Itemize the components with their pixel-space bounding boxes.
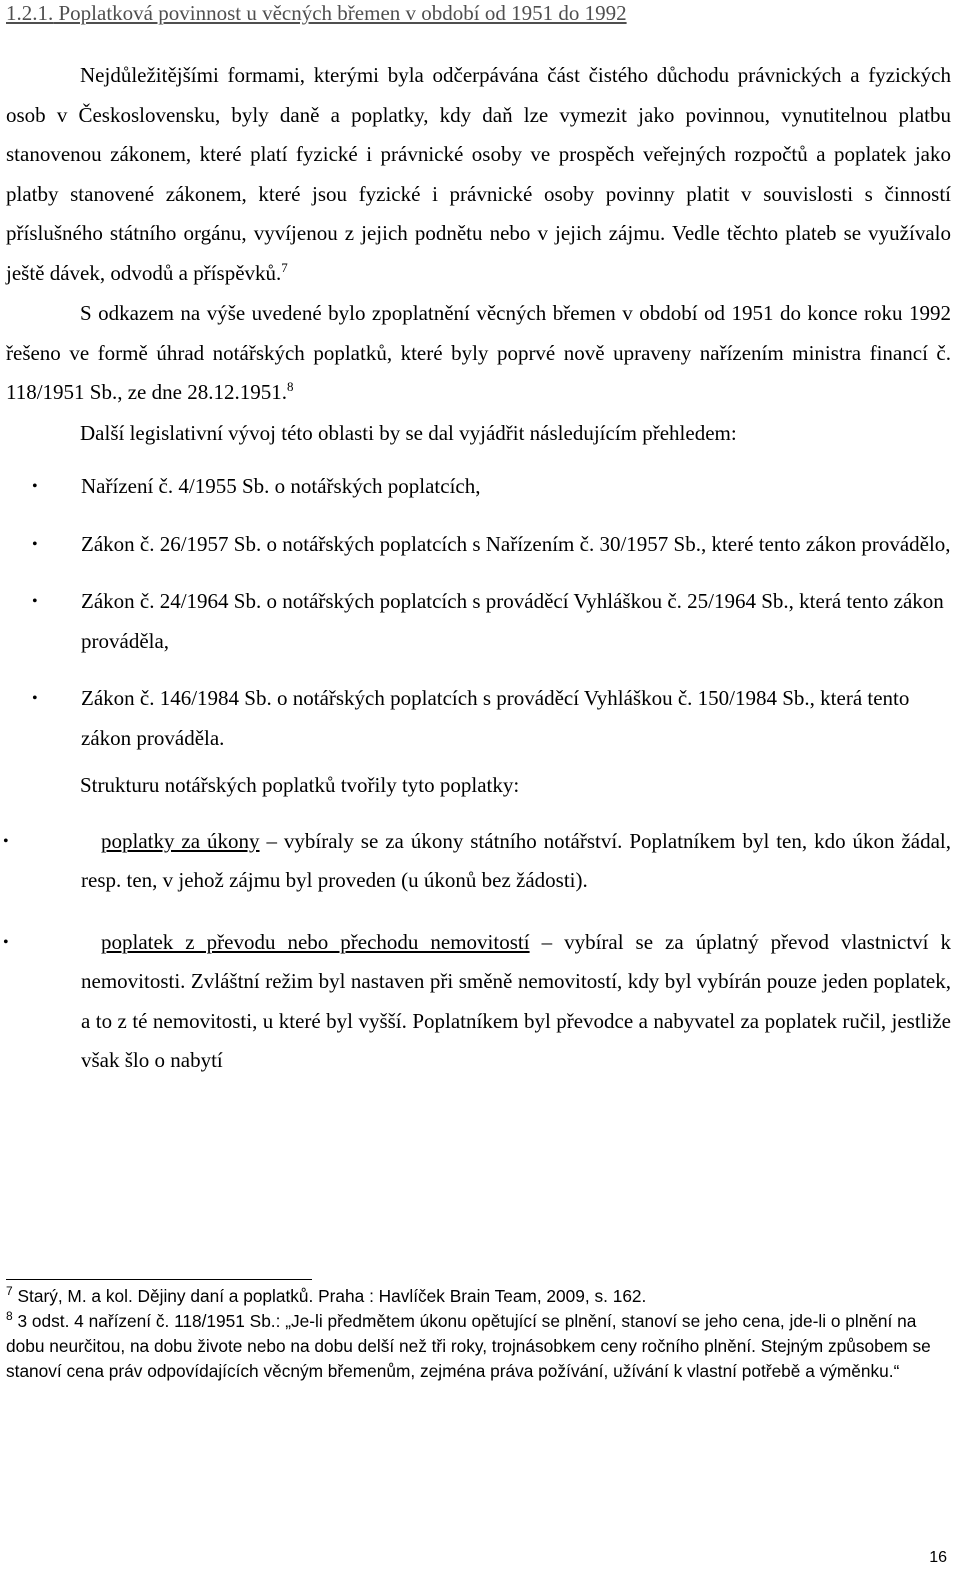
section-number: 1.2.1.: [6, 1, 54, 25]
footnote-number: 7: [6, 1284, 13, 1299]
footnote-text: 3 odst. 4 nařízení č. 118/1951 Sb.: „Je-li předmětem úkonu opětující se plnění, stanoví se jeho cena, jde-li o plnění na dobu neurčitou, na dobu živote nebo na dobu delší než tři roky, trojnásobkem ceny ročního plnění. Stejným způsobem se stanoví cena práv odpovídajících věcným břemenům, zejména práva požívání, užívání k vlastní potřebě a výměnku.“: [6, 1311, 931, 1381]
fee-term: poplatek z převodu nebo přechodu nemovitostí: [101, 929, 530, 954]
section-heading: [6, 0, 946, 26]
paragraph-text: Strukturu notářských poplatků tvořily tyto poplatky:: [80, 773, 520, 797]
footnote-7: [6, 1284, 951, 1309]
footnote-separator: [6, 1279, 312, 1280]
paragraph-taxes-fees: [6, 56, 951, 293]
footnote-8: [6, 1309, 951, 1384]
fee-description: – vybíraly se za úkony státního notářství. Poplatníkem byl ten, kdo úkon žádal, resp. ten, v jehož zájmu byl proveden (u úkonů bez žádosti).: [81, 828, 951, 892]
bullet-icon: •: [32, 690, 38, 707]
paragraph-text: Nejdůležitějšími formami, kterými byla odčerpávána část čistého důchodu právnických a fyzických osob v Československu, byly daně a poplatky, kdy daň lze vymezit jako povinnou, vynutitelnou platbu stanovenou zákonem, které platí fyzické i právnické osoby ve prospěch veřejných rozpočtů a poplatek jako platby stanovené zákonem, které jsou fyzické i právnické osoby povinny platit v souvislosti s činností příslušného státního orgánu, vyvíjenou z jejich podnětu nebo v jejich zájmu. Vedle těchto plateb se využívalo ještě dávek, odvodů a příspěvků.: [6, 63, 951, 285]
paragraph-structure-intro: [6, 766, 951, 806]
paragraph-notary-fees: [6, 294, 951, 413]
paragraph-legislation-intro: [6, 414, 951, 454]
footnote-ref-7: 7: [281, 259, 288, 275]
footnotes: [6, 1284, 951, 1384]
list-item: [6, 582, 951, 661]
fee-structure-list: [3, 822, 951, 1081]
paragraph-text: Další legislativní vývoj této oblasti by se dal vyjádřit následujícím přehledem:: [80, 420, 737, 445]
list-item: [6, 525, 951, 565]
list-item: [6, 467, 951, 507]
legislation-list: [6, 467, 951, 758]
fee-description: – vybíral se za úplatný převod vlastnictví k nemovitosti. Zvláštní režim byl nastaven při směně nemovitostí, kdy byl vybírán pouze jeden poplatek, a to z té nemovitosti, u které byl vyšší. Poplatníkem byl převodce a nabyvatel za poplatek ručil, jestliže však šlo o nabytí: [81, 929, 951, 1072]
footnote-number: 8: [6, 1309, 13, 1324]
bullet-icon: •: [32, 593, 38, 610]
paragraph-text: S odkazem na výše uvedené bylo zpoplatnění věcných břemen v období od 1951 do konce roku 1992 řešeno ve formě úhrad notářských poplatků, které byly poprvé nově upraveny nařízením ministra financí č. 118/1951 Sb., ze dne 28.12.1951.: [6, 301, 951, 404]
bullet-icon: •: [3, 933, 9, 951]
bullet-icon: •: [32, 478, 38, 495]
body-text: [3, 56, 951, 1081]
section-title: Poplatková povinnost u věcných břemen v období od 1951 do 1992: [58, 1, 627, 25]
list-item-text: Zákon č. 146/1984 Sb. o notářských poplatcích s prováděcí Vyhláškou č. 150/1984 Sb., která tento zákon prováděla.: [81, 686, 910, 750]
bullet-icon: •: [32, 535, 38, 553]
list-item: [3, 923, 951, 1081]
footnote-ref-8: 8: [286, 379, 294, 394]
bullet-icon: •: [3, 832, 9, 850]
list-item-text: Zákon č. 24/1964 Sb. o notářských poplatcích s prováděcí Vyhláškou č. 25/1964 Sb., která tento zákon prováděla,: [81, 589, 944, 653]
list-item-text: Nařízení č. 4/1955 Sb. o notářských poplatcích,: [81, 474, 481, 498]
fee-term: poplatky za úkony: [101, 828, 260, 853]
list-item: [6, 679, 951, 758]
page-number: 16: [929, 1549, 947, 1566]
list-item: [3, 822, 951, 901]
footnote-text: Starý, M. a kol. Dějiny daní a poplatků. Praha : Havlíček Brain Team, 2009, s. 162.: [17, 1286, 647, 1306]
list-item-text: Zákon č. 26/1957 Sb. o notářských poplatcích s Nařízením č. 30/1957 Sb., které tento zákon provádělo,: [81, 531, 951, 556]
